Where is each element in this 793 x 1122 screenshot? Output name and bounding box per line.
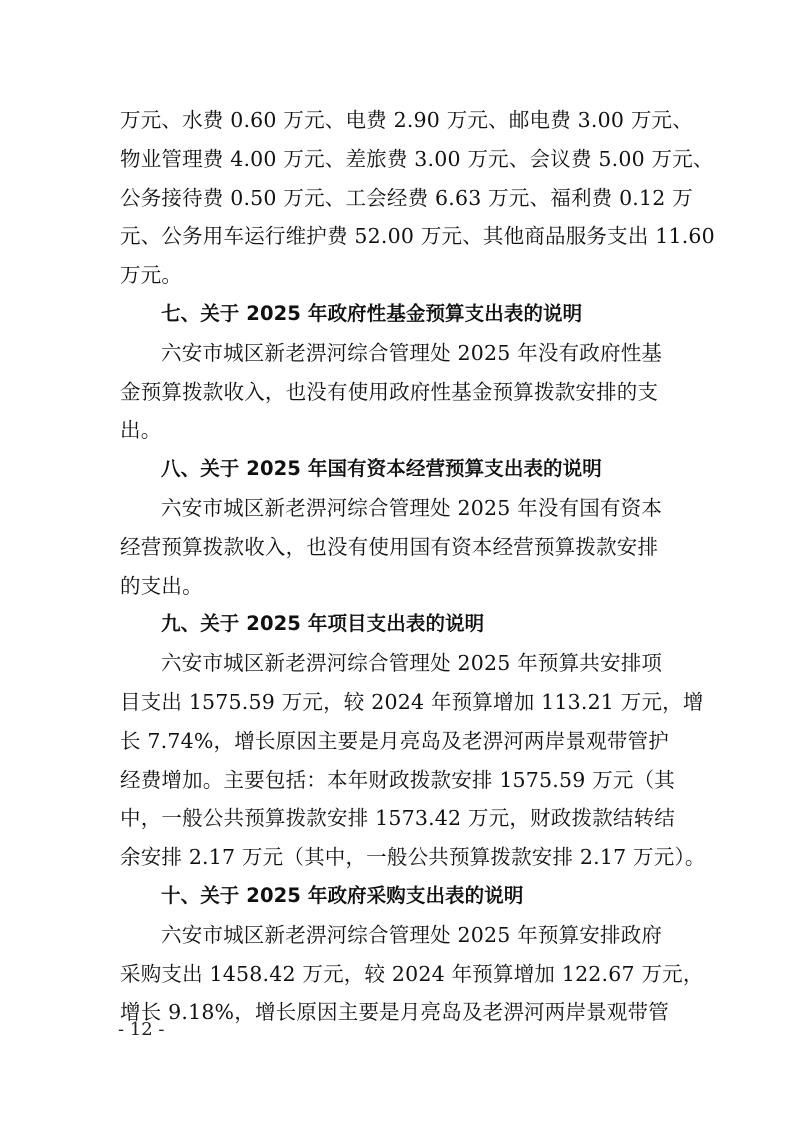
paragraph-first-line: 六安市城区新老淠河综合管理处 2025 年没有国有资本 [161, 495, 663, 520]
body-text-line: 元、公务用车运行维护费 52.00 万元、其他商品服务支出 11.60 [120, 224, 715, 249]
section-heading-9: 九、关于 2025 年项目支出表的说明 [161, 612, 485, 636]
body-text-line: 目支出 1575.59 万元，较 2024 年预算增加 113.21 万元，增 [120, 689, 704, 714]
paragraph-first-line: 六安市城区新老淠河综合管理处 2025 年预算共安排项 [161, 651, 663, 676]
body-text-line: 增长 9.18%，增长原因主要是月亮岛及老淠河两岸景观带管 [120, 1000, 669, 1025]
body-text-line: 万元。 [120, 263, 183, 288]
document-body [120, 101, 715, 1032]
body-text-line: 经营预算拨款收入，也没有使用国有资本经营预算拨款安排 [120, 534, 659, 559]
body-text-line: 出。 [120, 418, 162, 443]
paragraph-first-line: 六安市城区新老淠河综合管理处 2025 年没有政府性基 [161, 340, 663, 365]
section-heading-8: 八、关于 2025 年国有资本经营预算支出表的说明 [161, 457, 602, 481]
body-text-line: 余安排 2.17 万元（其中，一般公共预算拨款安排 2.17 万元）。 [120, 845, 706, 870]
body-text-line: 采购支出 1458.42 万元，较 2024 年预算增加 122.67 万元， [120, 961, 704, 986]
page-number: - 12 - [118, 1019, 165, 1040]
body-text-line: 的支出。 [120, 573, 203, 598]
body-text-line: 物业管理费 4.00 万元、差旅费 3.00 万元、会议费 5.00 万元、 [120, 146, 714, 171]
paragraph-first-line: 六安市城区新老淠河综合管理处 2025 年预算安排政府 [161, 922, 663, 947]
body-text-line: 万元、水费 0.60 万元、电费 2.90 万元、邮电费 3.00 万元、 [120, 108, 693, 132]
body-text-line: 经费增加。主要包括：本年财政拨款安排 1575.59 万元（其 [120, 767, 676, 792]
body-text-line: 长 7.74%，增长原因主要是月亮岛及老淠河两岸景观带管护 [120, 728, 669, 753]
section-heading-10: 十、关于 2025 年政府采购支出表的说明 [161, 883, 524, 907]
section-heading-7: 七、关于 2025 年政府性基金预算支出表的说明 [161, 301, 583, 325]
body-text-line: 中，一般公共预算拨款安排 1573.42 万元，财政拨款结转结 [120, 806, 676, 831]
body-text-line: 公务接待费 0.50 万元、工会经费 6.63 万元、福利费 0.12 万 [120, 185, 693, 210]
body-text-line: 金预算拨款收入，也没有使用政府性基金预算拨款安排的支 [120, 379, 659, 404]
